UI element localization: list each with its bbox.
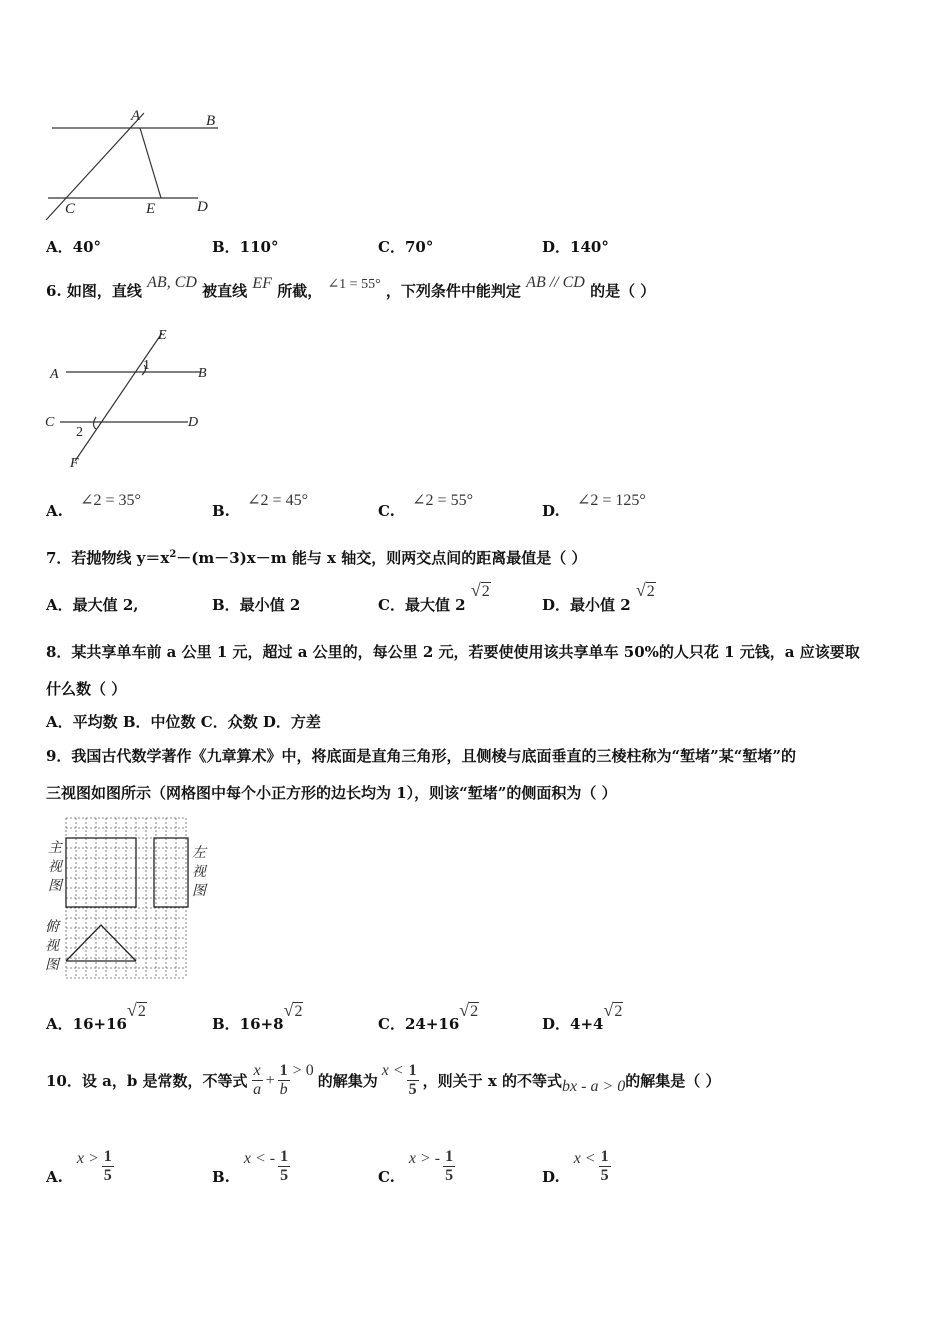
q6-figure [40, 325, 220, 475]
top-view-label-3: 图 [45, 958, 59, 973]
fig5-label-c: C [65, 201, 76, 217]
q10-stem [46, 1062, 720, 1099]
q6-option-b [212, 490, 308, 520]
q9-option-c [378, 1000, 479, 1033]
q6-option-d [542, 490, 646, 520]
line-ac [46, 113, 144, 220]
q6-option-c-letter: C. [378, 502, 395, 520]
front-view-label-3: 图 [48, 879, 62, 894]
q10-frac-x-over-a: $\frac{x}{a}$ [253, 1062, 262, 1098]
q6-option-b-letter: B. [212, 502, 230, 520]
q10-option-a-frac: $\frac{1}{5}$ [103, 1148, 112, 1184]
left-view-label-1: 左 [192, 846, 206, 861]
q6-math-angle1: ∠1 = 55° [327, 277, 381, 292]
q6-text-5: 的是（ ） [590, 282, 656, 300]
q10-option-b: B. x < - $\frac{1}{5}$ [212, 1148, 289, 1186]
fig5-label-e: E [146, 201, 156, 217]
q5-figure [40, 105, 230, 225]
fig5-label-d: D [197, 199, 208, 215]
q7-option-a: A．最大值 2, [46, 596, 139, 614]
q7-option-d-text: D．最小值 2 [542, 596, 631, 614]
q6-option-d-letter: D. [542, 502, 560, 520]
q7-option-b: B．最小值 2 [212, 596, 301, 614]
q10-text-1: 10．设 a，b 是常数，不等式 [46, 1072, 248, 1090]
q7-option-c-text: C．最大值 2 [378, 596, 466, 614]
q6-option-a-letter: A. [46, 502, 63, 520]
q10-frac-1-over-b: $\frac{1}{b}$ [279, 1062, 288, 1098]
q8-line-1: 8．某共享单车前 a 公里 1 元，超过 a 公里的，每公里 2 元，若要使使用该共享单车 50%的人只花 1 元钱，a 应该要取 [46, 643, 860, 661]
q8-line-2: 什么数（ ） [46, 680, 127, 698]
q5-option-b: B．110° [212, 238, 279, 256]
q10-option-c: C. x > - $\frac{1}{5}$ [378, 1148, 454, 1186]
q10-option-d: D. x < $\frac{1}{5}$ [542, 1148, 609, 1186]
top-view-label-2: 视 [45, 939, 59, 954]
q10-option-c-frac: $\frac{1}{5}$ [445, 1148, 454, 1184]
q6-math-parallel: AB // CD [526, 274, 585, 291]
q10-inequality-1: $\frac{x}{a}$ + $\frac{1}{b}$ > 0 [253, 1061, 314, 1098]
q6-option-c-expr: ∠2 = 55° [412, 492, 473, 509]
q10-inequality-2: bx - a > 0 [562, 1077, 626, 1095]
left-view-label-2: 视 [192, 865, 206, 880]
q9-option-b-sqrt: √2 [283, 1000, 303, 1020]
q7-option-c [378, 580, 491, 614]
top-view-triangle [66, 925, 136, 961]
line-ef [75, 333, 162, 461]
q10-text-3: ，则关于 x 的不等式 [422, 1072, 563, 1090]
left-view-label-3: 图 [192, 884, 206, 899]
q7-stem [46, 547, 586, 568]
q9-option-c-text: C．24+16 [378, 1015, 460, 1033]
fig6-label-f: F [70, 456, 79, 471]
fig6-label-c: C [45, 415, 55, 430]
q9-option-b [212, 1000, 303, 1033]
q6-number: 6. [46, 282, 62, 300]
q6-math-ef: EF [252, 275, 272, 292]
q7-text-b: －(m－3)x－m 能与 x 轴交，则两交点间的距离最值是（ ） [176, 549, 587, 567]
q7-option-d-sqrt: √2 [635, 580, 655, 600]
q6-stem [46, 274, 656, 301]
q9-line-1: 9．我国古代数学著作《九章算术》中，将底面是直角三角形，且侧棱与底面垂直的三棱柱称为“堑堵”某“堑堵”的 [46, 747, 796, 765]
q10-option-a: A. x > $\frac{1}{5}$ [46, 1148, 112, 1186]
fig5-label-a: A [131, 108, 141, 124]
line-ae [140, 128, 161, 198]
q10-text-4: 的解集是（ ） [625, 1072, 721, 1090]
q5-option-a: A．40° [46, 238, 102, 256]
q6-text-2: 被直线 [202, 282, 248, 300]
q6-text-1: 如图，直线 [66, 282, 142, 300]
q9-option-d [542, 1000, 623, 1033]
angle-2-arc [94, 417, 97, 429]
q10-option-d-frac: $\frac{1}{5}$ [600, 1148, 609, 1184]
fig6-label-d: D [188, 415, 199, 430]
q6-option-d-expr: ∠2 = 125° [576, 492, 646, 509]
q9-option-a [46, 1000, 147, 1033]
fig6-label-b: B [198, 366, 207, 381]
q6-option-c [378, 490, 473, 520]
dotted-grid [66, 818, 186, 978]
q8-options: A．平均数 B．中位数 C．众数 D．方差 [46, 713, 321, 731]
q6-text-3: 所截， [277, 282, 323, 300]
q6-math-lines: AB, CD [147, 274, 197, 291]
q6-option-b-expr: ∠2 = 45° [247, 492, 308, 509]
q9-option-a-text: A．16+16 [46, 1015, 127, 1033]
q10-sol-frac: $\frac{1}{5}$ [408, 1062, 417, 1098]
front-view-label-1: 主 [48, 841, 62, 856]
front-view-label-2: 视 [48, 860, 62, 875]
q9-line-2: 三视图如图所示（网格图中每个小正方形的边长均为 1），则该“堑堵”的侧面积为（ ） [46, 784, 617, 802]
q10-option-b-frac: $\frac{1}{5}$ [280, 1148, 289, 1184]
q6-option-a [46, 490, 141, 520]
top-view-label-1: 俯 [45, 920, 59, 935]
q7-option-c-sqrt: √2 [470, 580, 490, 600]
q9-option-d-sqrt: √2 [603, 1000, 623, 1020]
fig5-label-b: B [206, 113, 216, 129]
q10-text-2: 的解集为 [317, 1072, 378, 1090]
q5-option-c: C．70° [378, 238, 434, 256]
q9-option-a-sqrt: √2 [126, 1000, 146, 1020]
q9-three-view-figure [40, 815, 220, 985]
q7-option-d [542, 580, 656, 614]
q7-sup: 2 [169, 549, 177, 560]
q7-text-a: 7．若抛物线 y＝x [46, 549, 170, 567]
fig6-label-e: E [158, 328, 167, 343]
q9-option-d-text: D．4+4 [542, 1015, 604, 1033]
fig6-label-1: 1 [143, 358, 150, 373]
fig6-label-a: A [50, 367, 59, 382]
q9-option-c-sqrt: √2 [459, 1000, 479, 1020]
q5-option-d: D．140° [542, 238, 609, 256]
q6-option-a-expr: ∠2 = 35° [80, 492, 141, 509]
q6-text-4: ，下列条件中能判定 [385, 282, 521, 300]
q9-option-b-text: B．16+8 [212, 1015, 284, 1033]
q10-solution: x < $\frac{1}{5}$ [381, 1061, 417, 1098]
fig6-label-2: 2 [76, 425, 83, 440]
front-view-rect [66, 838, 136, 907]
